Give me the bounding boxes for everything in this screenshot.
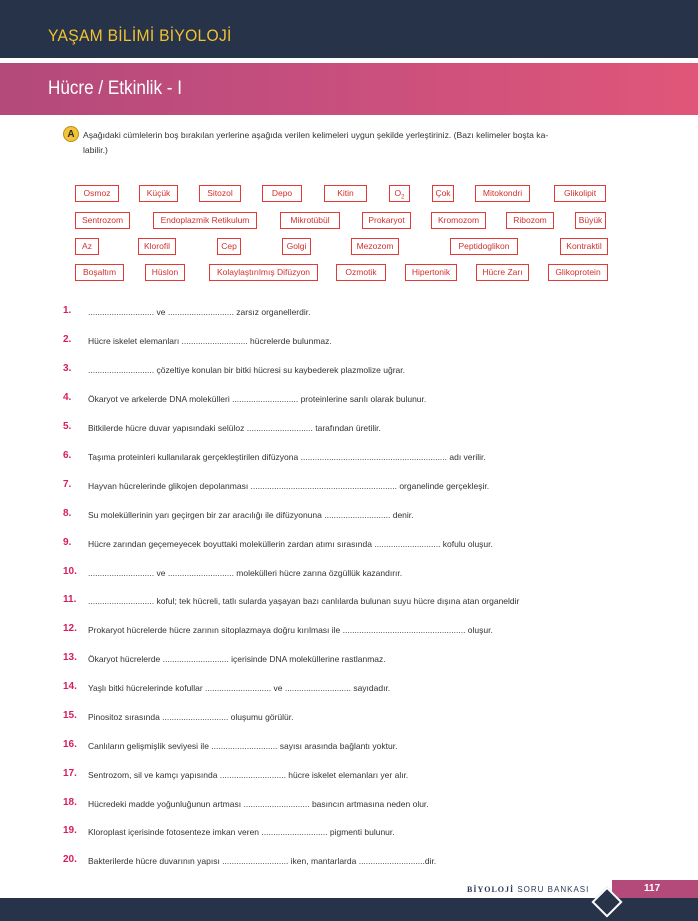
word-box-o2 <box>389 185 410 202</box>
question-badge: A <box>63 126 79 142</box>
item-number: 20. <box>63 854 77 865</box>
item-text: Ökaryot hücrelerde ............................ içerisinde DNA moleküllerine rastlanmaz. <box>88 654 386 664</box>
item-number: 10. <box>63 566 77 577</box>
word-box: Büyük <box>575 212 606 229</box>
item-text: Yaşlı bitki hücrelerinde kofullar ............................ ve ............................ sayıdadır. <box>88 683 391 693</box>
instruction-line-2: labilir.) <box>83 145 108 155</box>
word-box: Mikrotübül <box>280 212 340 229</box>
word-box: Ozmotik <box>336 264 386 281</box>
item-number: 18. <box>63 797 77 808</box>
book-title: YAŞAM BİLİMİ BİYOLOJİ <box>48 26 232 45</box>
word-box: Küçük <box>139 185 178 202</box>
item-number: 1. <box>63 305 72 316</box>
section-title: Hücre / Etkinlik - I <box>48 78 182 99</box>
item-text: ............................ koful; tek hücreli, tatlı sularda yaşayan bazı canlılarda bulunan suyu hücre dışına atan organeldir <box>88 596 520 606</box>
item-text: Ökaryot ve arkelerde DNA molekülleri ............................ proteinlerine sarılı olarak bulunur. <box>88 394 427 404</box>
word-box: Mitokondri <box>475 185 530 202</box>
instruction-text <box>83 128 643 158</box>
page-number: 117 <box>612 880 698 898</box>
item-number: 8. <box>63 508 72 519</box>
item-text: ............................ ve ............................ zarsız organellerdir. <box>88 307 311 317</box>
item-number: 2. <box>63 334 72 345</box>
word-box: Kontraktil <box>560 238 608 255</box>
item-number: 4. <box>63 392 72 403</box>
item-number: 11. <box>63 594 77 605</box>
item-text: Bitkilerde hücre duvar yapısındaki selüloz ............................ tarafından üretilir. <box>88 423 381 433</box>
word-o-letter: O <box>394 188 402 198</box>
word-box: Kolaylaştırılmış Difüzyon <box>209 264 318 281</box>
footer-brand-bold: BİYOLOJİ <box>467 885 515 894</box>
item-number: 14. <box>63 681 77 692</box>
item-text: ............................ çözeltiye konulan bir bitki hücresi su kaybederek plazmolize uğrar. <box>88 365 405 375</box>
word-box: Ribozom <box>506 212 554 229</box>
item-number: 9. <box>63 537 72 548</box>
item-number: 6. <box>63 450 72 461</box>
word-box: Sentrozom <box>75 212 130 229</box>
item-text: Pinositoz sırasında ............................ oluşumu görülür. <box>88 712 294 722</box>
item-number: 3. <box>63 363 72 374</box>
word-box: Sitozol <box>199 185 241 202</box>
word-box: Glikoprotein <box>548 264 608 281</box>
item-text: Su moleküllerinin yarı geçirgen bir zar aracılığı ile difüzyonuna ............................ denir. <box>88 510 414 520</box>
item-number: 19. <box>63 825 77 836</box>
word-box: Hücre Zarı <box>476 264 529 281</box>
word-box: Depo <box>262 185 302 202</box>
word-box: Kitin <box>324 185 367 202</box>
item-text: Taşıma proteinleri kullanılarak gerçekleştirilen difüzyona .............................................................. adı verilir. <box>88 452 486 462</box>
item-number: 15. <box>63 710 77 721</box>
item-number: 12. <box>63 623 77 634</box>
word-box: Osmoz <box>75 185 119 202</box>
item-text: ............................ ve ............................ molekülleri hücre zarına özgüllük kazandırır. <box>88 568 403 578</box>
word-box: Endoplazmik Retikulum <box>153 212 257 229</box>
word-box: Çok <box>432 185 454 202</box>
word-box: Golgi <box>282 238 311 255</box>
item-number: 7. <box>63 479 72 490</box>
footer-brand <box>467 885 589 894</box>
word-box: Kromozom <box>431 212 486 229</box>
word-box: Az <box>75 238 99 255</box>
word-box: Peptidoglikon <box>450 238 518 255</box>
word-box: Mezozom <box>351 238 399 255</box>
word-box: Hipertonik <box>405 264 457 281</box>
item-text: Hücre iskelet elemanları ............................ hücrelerde bulunmaz. <box>88 336 332 346</box>
word-box: Klorofil <box>138 238 176 255</box>
item-text: Hücredeki madde yoğunluğunun artması ............................ basıncın artmasına neden olur. <box>88 799 429 809</box>
item-text: Hayvan hücrelerinde glikojen depolanması .............................................................. organelinde gerçekleşir. <box>88 481 490 491</box>
word-box: Boşaltım <box>75 264 124 281</box>
word-box: Hüslon <box>145 264 185 281</box>
item-text: Prokaryot hücrelerde hücre zarının sitoplazmaya doğru kırılması ile .................................................... oluşur. <box>88 625 493 635</box>
word-o-subscript: 2 <box>401 194 405 201</box>
item-text: Canlıların gelişmişlik seviyesi ile ............................ sayısı arasında bağlantı yoktur. <box>88 741 398 751</box>
item-text: Sentrozom, sil ve kamçı yapısında ............................ hücre iskelet elemanları yer alır. <box>88 770 409 780</box>
item-text: Hücre zarından geçemeyecek boyuttaki moleküllerin zardan atımı sırasında ............................ kofulu oluşur. <box>88 539 493 549</box>
item-number: 5. <box>63 421 72 432</box>
item-text: Bakterilerde hücre duvarının yapısı ............................ iken, mantarlarda ............................dir. <box>88 856 437 866</box>
word-box: Prokaryot <box>362 212 411 229</box>
item-number: 17. <box>63 768 77 779</box>
item-text: Kloroplast içerisinde fotosenteze imkan veren ............................ pigmenti bulunur. <box>88 827 395 837</box>
item-number: 16. <box>63 739 77 750</box>
word-box: Glikolipit <box>554 185 606 202</box>
word-box: Cep <box>217 238 241 255</box>
footer-brand-rest: SORU BANKASI <box>514 885 590 894</box>
item-number: 13. <box>63 652 77 663</box>
instruction-line-1: Aşağıdaki cümlelerin boş bırakılan yerlerine aşağıda verilen kelimeleri uygun şekilde yerleştiriniz. (Bazı kelimeler boşta ka- <box>83 130 549 140</box>
